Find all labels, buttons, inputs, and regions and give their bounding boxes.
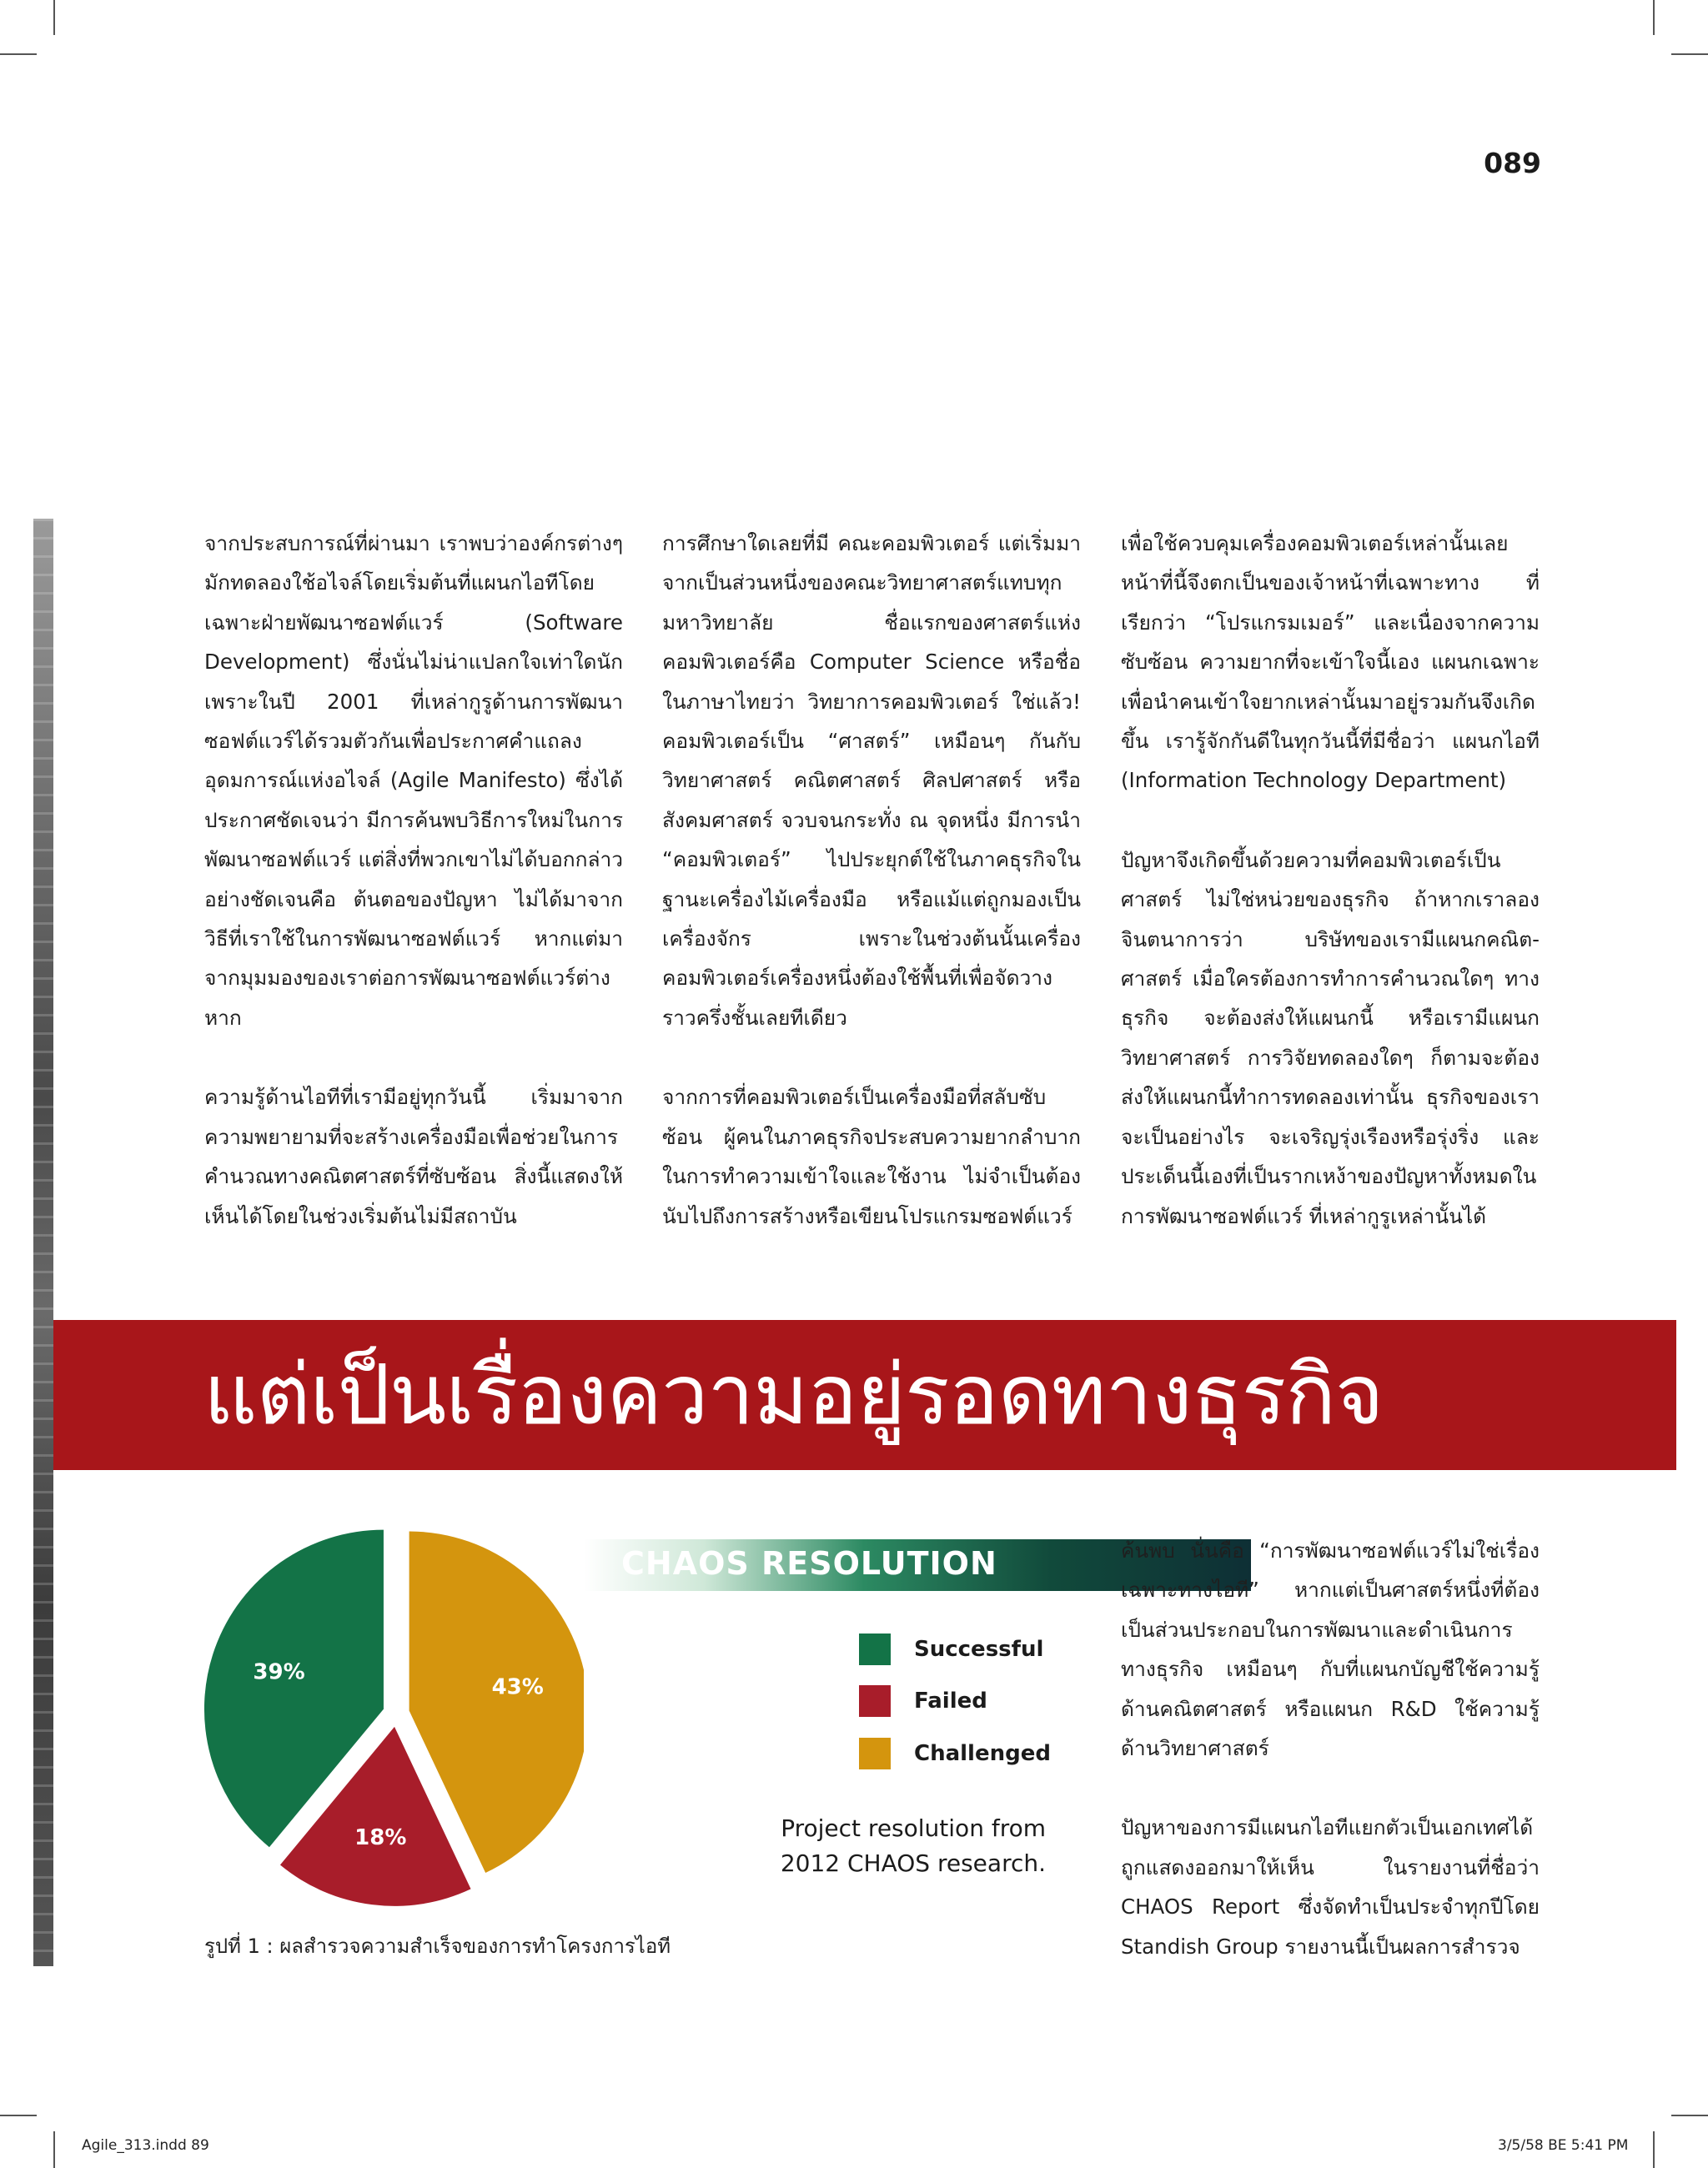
slug-right: 3/5/58 BE 5:41 PM [1498,2137,1629,2154]
pie-label-challenged: 43% [491,1674,544,1700]
slug-left: Agile_313.indd 89 [82,2137,209,2154]
legend-label-challenged: Challenged [914,1741,1051,1766]
crop-mark [0,53,37,55]
page-number: 089 [1484,147,1541,179]
decorative-side-photo-strip [33,519,53,1966]
pie-label-failed: 18% [354,1825,407,1851]
paragraph: จากการที่คอมพิวเตอร์เป็นเครื่องมือที่สลับซับซ้อน ผู้คนในภาคธุรกิจประสบความยากลำบากในการทำความเข้าใจและใช้งาน ไม่จำเป็นต้องนับไปถึงการสร้างหรือเขียนโปรแกรมซอฟต์แวร์ [662,1085,1081,1228]
chart-note-line-2: 2012 CHAOS research. [780,1849,1046,1877]
pie-label-successful: 39% [253,1659,305,1685]
paragraph: การศึกษาใดเลยที่มี คณะคอมพิวเตอร์ แต่เริ่มมาจากเป็นส่วนหนึ่งของคณะวิทยาศาสตร์แทบทุกมหาวิทยาลัย ชื่อแรกของศาสตร์แห่งคอมพิวเตอร์คือ Computer Science หรือชื่อในภาษาไทยว่า วิทยาการคอมพิวเตอร์ ใช่แล้ว! คอมพิวเตอร์เป็น “ศาสตร์” เหมือนๆ กันกับวิทยาศาสตร์ คณิตศาสตร์ ศิลปศาสตร์ หรือสังคมศาสตร์ จวบจนกระทั่ง ณ จุดหนึ่ง มีการนำ “คอมพิวเตอร์” ไปประยุกต์ใช้ในภาคธุรกิจในฐานะเครื่องไม้เครื่องมือ หรือแม้แต่ถูกมองเป็นเครื่องจักร เพราะในช่วงต้นนั้นเครื่องคอมพิวเตอร์เครื่องหนึ่งต้องใช้พื้นที่เพื่อจัดวางราวครึ่งชั้นเลยทีเดียว [662,531,1081,1030]
text-column-2 [662,524,1081,1236]
paragraph: เพื่อใช้ควบคุมเครื่องคอมพิวเตอร์เหล่านั้นเลย หน้าที่นี้จึงตกเป็นของเจ้าหน้าที่เฉพาะทาง ที่เรียกว่า “โปรแกรมเมอร์” และเนื่องจากความซับซ้อน ความยากที่จะเข้าใจนี้เอง แผนกเฉพาะเพื่อนำคนเข้าใจยากเหล่านั้นมาอยู่รวมกันจึงเกิดขึ้น เรารู้จักกันดีในทุกวันนี้ที่มีชื่อว่า แผนกไอที (Information Technology Department) [1121,531,1540,793]
paragraph: ปัญหาของการมีแผนกไอทีแยกตัวเป็นเอกเทศได้ถูกแสดงออกมาให้เห็น ในรายงานที่ชื่อว่า CHAOS Report ซึ่งจัดทำเป็นประจำทุกปีโดย Standish Group รายงานนี้เป็นผลการสำรวจ [1121,1815,1540,1959]
text-column-3-continued [1121,1531,1540,2006]
paragraph: ความรู้ด้านไอทีที่เรามีอยู่ทุกวันนี้ เริ่มมาจากความพยายามที่จะสร้างเครื่องมือเพื่อช่วยในการคำนวณทางคณิตศาสตร์ที่ซับซ้อน สิ่งนี้แสดงให้เห็นได้โดยในช่วงเริ่มต้นไม่มีสถาบัน [204,1085,623,1228]
legend-label-failed: Failed [914,1689,987,1714]
paragraph: จากประสบการณ์ที่ผ่านมา เราพบว่าองค์กรต่างๆ มักทดลองใช้อไจล์โดยเริ่มต้นที่แผนกไอทีโดยเฉพาะฝ่ายพัฒนาซอฟต์แวร์ (Software Development) ซึ่งนั่นไม่น่าแปลกใจเท่าใดนัก เพราะในปี 2001 ที่เหล่ากูรูด้านการพัฒนาซอฟต์แวร์ได้รวมตัวกันเพื่อประกาศคำแถลงอุดมการณ์แห่งอไจล์ (Agile Manifesto) ซึ่งได้ประกาศชัดเจนว่า มีการค้นพบวิธีการใหม่ในการพัฒนาซอฟต์แวร์ แต่สิ่งที่พวกเขาไม่ได้บอกกล่าวอย่างชัดเจนคือ ต้นตอของปัญหา ไม่ได้มาจากวิธีที่เราใช้ในการพัฒนาซอฟต์แวร์ หากแต่มาจากมุมมองของเราต่อการพัฒนาซอฟต์แวร์ต่างหาก [204,531,623,1030]
banner-headline: แต่เป็นเรื่องความอยู่รอดทางธุรกิจ [203,1346,1384,1443]
crop-mark [1671,2115,1708,2116]
chart-note [696,1811,1046,1881]
figure-caption: รูปที่ 1 : ผลสำรวจความสำเร็จของการทำโครงการไอที [204,1935,671,1958]
headline-banner [53,1320,1676,1470]
legend-swatch-successful [859,1634,891,1665]
legend-label-successful: Successful [914,1637,1044,1662]
legend-item-challenged [859,1737,1051,1770]
text-column-3 [1121,524,1540,1236]
pie-chart [200,1501,584,1918]
legend-item-successful [859,1633,1043,1666]
crop-mark [1653,2131,1655,2168]
paragraph: ค้นพบ นั่นคือ “การพัฒนาซอฟต์แวร์ไม่ใช่เรื่องเฉพาะทางไอที” หากแต่เป็นศาสตร์หนึ่งที่ต้องเป็นส่วนประกอบในการพัฒนาและดำเนินการทางธุรกิจ เหมือนๆ กับที่แผนกบัญชีใช้ความรู้ด้านคณิตศาสตร์ หรือแผนก R&D ใช้ความรู้ด้านวิทยาศาสตร์ [1121,1538,1540,1761]
paragraph: ปัญหาจึงเกิดขึ้นด้วยความที่คอมพิวเตอร์เป็นศาสตร์ ไม่ใช่หน่วยของธุรกิจ ถ้าหากเราลองจินตนาการว่า บริษัทของเรามีแผนกคณิต-ศาสตร์ เมื่อใครต้องการทำการคำนวณใดๆ ทางธุรกิจ จะต้องส่งให้แผนกนี้ หรือเรามีแผนกวิทยาศาสตร์ การวิจัยทดลองใดๆ ก็ตามจะต้องส่งให้แผนกนี้ทำการทดลองเท่านั้น ธุรกิจของเราจะเป็นอย่างไร จะเจริญรุ่งเรืองหรือรุ่งริ่ง และประเด็นนี้เองที่เป็นรากเหง้าของปัญหาทั้งหมดในการพัฒนาซอฟต์แวร์ ที่เหล่ากูรูเหล่านั้นได้ [1121,847,1540,1228]
text-column-1 [204,524,623,1236]
crop-mark [53,2131,55,2168]
crop-mark [1671,53,1708,55]
crop-mark [1653,0,1655,35]
crop-mark [0,2115,37,2116]
legend-swatch-challenged [859,1738,891,1769]
legend-swatch-failed [859,1685,891,1717]
chart-note-line-1: Project resolution from [781,1814,1046,1842]
legend-item-failed [859,1684,987,1718]
chart-title: CHAOS RESOLUTION [621,1545,997,1582]
crop-mark [53,0,55,35]
